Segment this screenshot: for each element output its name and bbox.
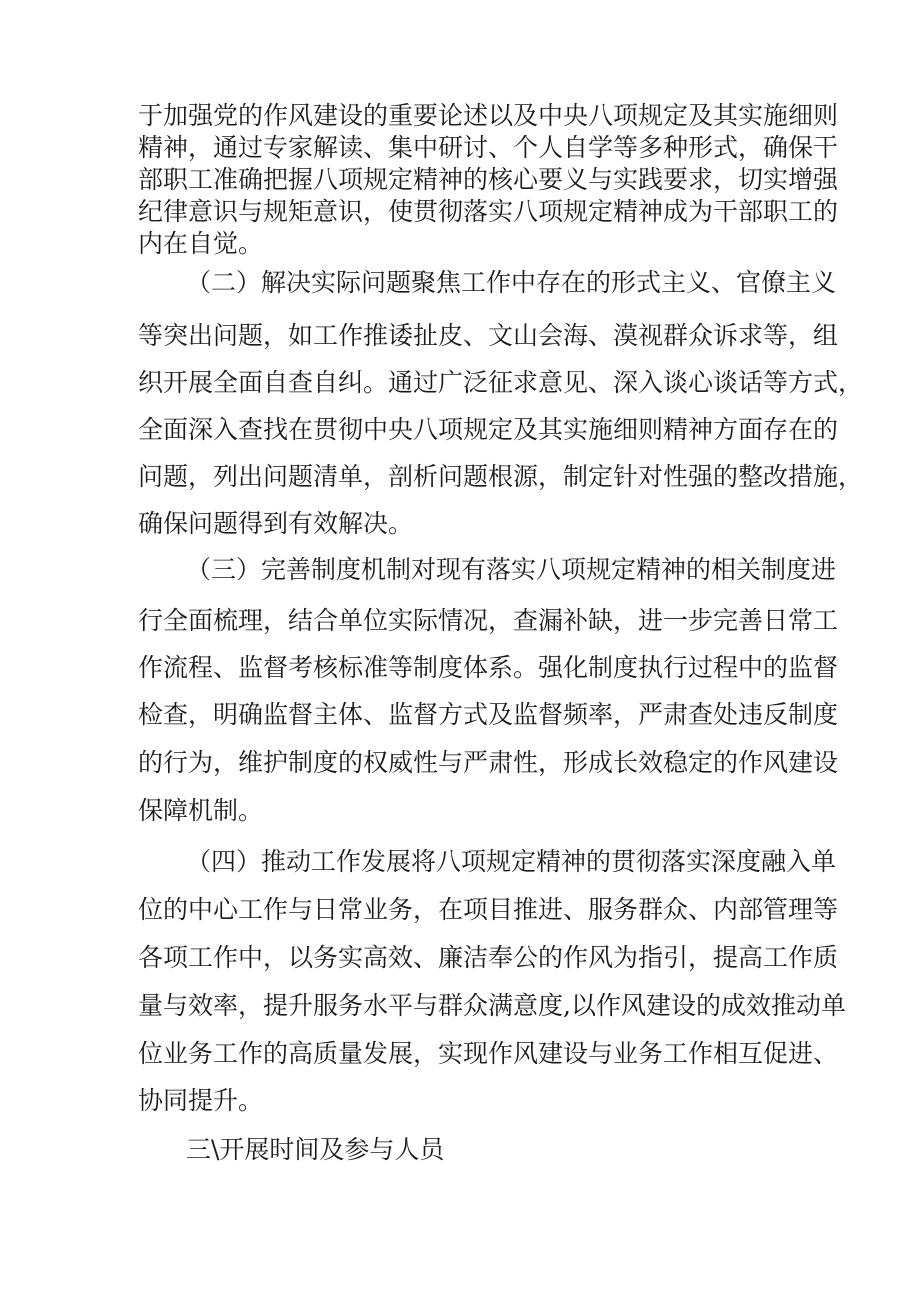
paragraph-line: 纪律意识与规矩意识，使贯彻落实八项规定精神成为干部职工的 (138, 197, 839, 226)
paragraph-line: 部职工准确把握八项规定精神的核心要义与实践要求，切实增强 (138, 165, 839, 194)
paragraph-line: 位的中心工作与日常业务，在项目推进、服务群众、内部管理等 (138, 895, 839, 924)
paragraph-line: 检查，明确监督主体、监督方式及监督频率，严肃查处违反制度 (138, 700, 839, 729)
paragraph-line: 等突出问题，如工作推诿扯皮、文山会海、漠视群众诉求等，组 (138, 321, 839, 350)
paragraph-line: 各项工作中，以务实高效、廉洁奉公的作风为指引，提高工作质 (138, 943, 839, 972)
paragraph-line: 织开展全面自查自纠。通过广泛征求意见、深入谈心谈话等方式， (138, 368, 864, 397)
paragraph-line: 精神，通过专家解读、集中研讨、个人自学等多种形式，确保干 (138, 133, 839, 162)
paragraph-line: 作流程、监督考核标准等制度体系。强化制度执行过程中的监督 (138, 653, 839, 682)
paragraph-line: 问题，列出问题清单，剖析问题根源，制定针对性强的整改措施， (138, 462, 864, 491)
paragraph-line: 量与效率，提升服务水平与群众满意度,以作风建设的成效推动单 (138, 991, 846, 1020)
paragraph-line: 行全面梳理，结合单位实际情况，查漏补缺，进一步完善日常工 (138, 606, 839, 635)
paragraph-line: （三）完善制度机制对现有落实八项规定精神的相关制度进 (186, 555, 837, 584)
paragraph-line: 全面深入查找在贯彻中央八项规定及其实施细则精神方面存在的 (138, 415, 839, 444)
paragraph-line: 协同提升。 (138, 1086, 264, 1115)
paragraph-line: 内在自觉。 (138, 229, 264, 258)
section-heading: 三\开展时间及参与人员 (186, 1135, 445, 1164)
paragraph-line: （四）推动工作发展将八项规定精神的贯彻落实深度融入单 (186, 847, 837, 876)
paragraph-line: （二）解决实际问题聚焦工作中存在的形式主义、官僚主义 (186, 268, 837, 297)
paragraph-line: 确保问题得到有效解决。 (138, 509, 414, 538)
paragraph-line: 保障机制。 (138, 796, 264, 825)
paragraph-line: 于加强党的作风建设的重要论述以及中央八项规定及其实施细则 (138, 101, 839, 130)
paragraph-line: 位业务工作的高质量发展，实现作风建设与业务工作相互促进、 (138, 1039, 839, 1068)
paragraph-line: 的行为，维护制度的权威性与严肃性，形成长效稳定的作风建设 (138, 748, 839, 777)
